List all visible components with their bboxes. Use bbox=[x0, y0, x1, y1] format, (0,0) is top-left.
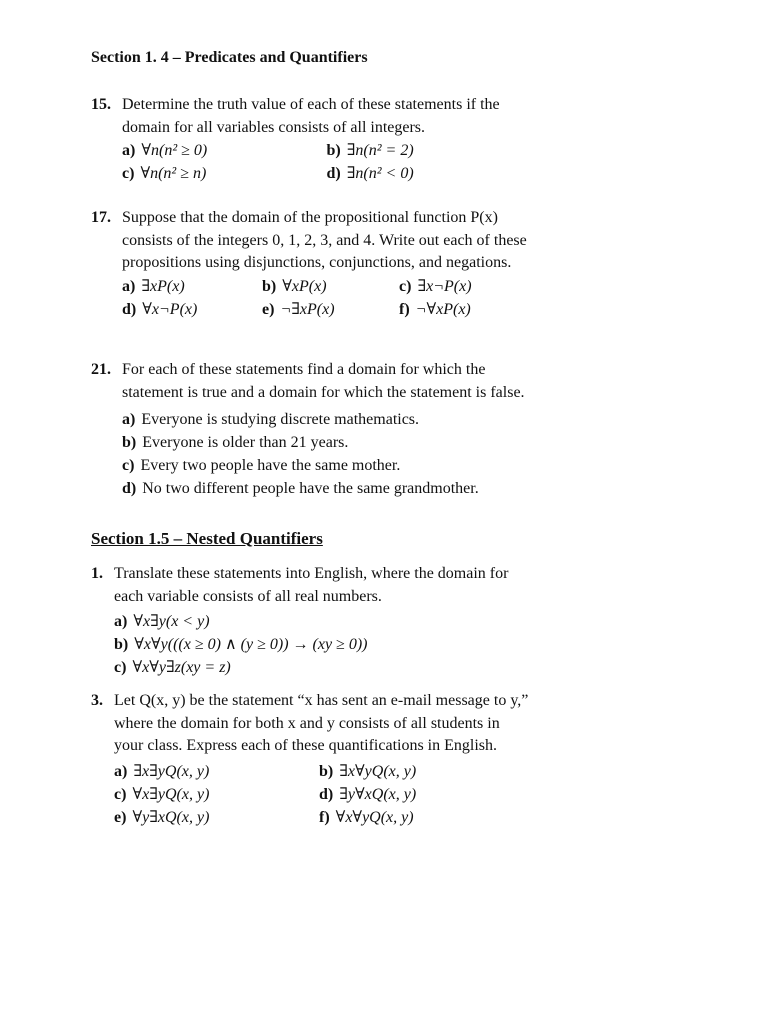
part-b: b) ∀x∀y(((x ≥ 0) ∧ (y ≥ 0)) → (xy ≥ 0)) bbox=[114, 636, 368, 653]
part-c: c) ∀x∃yQ(x, y) bbox=[114, 785, 210, 803]
problem-number: 21. bbox=[91, 361, 111, 378]
part-a: a) Everyone is studying discrete mathematics. bbox=[122, 411, 420, 428]
part-b: b) ∃x∀yQ(x, y) bbox=[319, 762, 417, 780]
problem-15 bbox=[91, 94, 531, 185]
part-e: e) ∀y∃xQ(x, y) bbox=[114, 808, 210, 826]
problem-21 bbox=[91, 359, 531, 500]
part-a: a) ∃xP(x) bbox=[122, 277, 185, 295]
problem-text: For each of these statements find a domain for which the statement is true and a domain for which the statement is false. bbox=[122, 361, 525, 401]
part-d: d) ∃n(n² < 0) bbox=[326, 165, 414, 182]
problem-text: Translate these statements into English, where the domain for each variable consists of all real numbers. bbox=[114, 565, 509, 605]
part-d: d) ∀x¬P(x) bbox=[122, 300, 198, 318]
part-b: b) ∀xP(x) bbox=[262, 277, 327, 295]
problem-number: 17. bbox=[91, 209, 111, 226]
part-a: a) ∀n(n² ≥ 0) bbox=[122, 142, 208, 159]
problem-text: Let Q(x, y) be the statement “x has sent an e-mail message to y,” where the domain for both x and y consists of all students in your class. Express each of these quantifications in English. bbox=[114, 692, 529, 754]
problem-number: 15. bbox=[91, 96, 111, 113]
part-a: a) ∀x∃y(x < y) bbox=[114, 613, 210, 630]
problem-number: 3. bbox=[91, 692, 103, 709]
part-c: c) ∃x¬P(x) bbox=[399, 277, 472, 295]
part-b: b) ∃n(n² = 2) bbox=[326, 142, 414, 159]
part-d: d) No two different people have the same grandmother. bbox=[122, 480, 479, 497]
part-a: a) ∃x∃yQ(x, y) bbox=[114, 762, 210, 780]
part-d: d) ∃y∀xQ(x, y) bbox=[319, 785, 417, 803]
part-c: c) Every two people have the same mother. bbox=[122, 457, 401, 474]
part-f: f) ∀x∀yQ(x, y) bbox=[319, 808, 414, 826]
problem-17 bbox=[91, 207, 531, 321]
problem-text: Determine the truth value of each of these statements if the domain for all variables consists of all integers. bbox=[122, 96, 500, 136]
section-title-predicates: Section 1. 4 – Predicates and Quantifiers bbox=[91, 49, 368, 66]
section-title-nested: Section 1.5 – Nested Quantifiers bbox=[91, 529, 323, 548]
part-e: e) ¬∃xP(x) bbox=[262, 300, 335, 318]
problem-text: Suppose that the domain of the propositional function P(x) consists of the integers 0, 1, 2, 3, and 4. Write out each of these propositions using disjunctions, conjunctions, and negations. bbox=[122, 209, 527, 271]
part-c: c) ∀n(n² ≥ n) bbox=[122, 165, 207, 182]
part-f: f) ¬∀xP(x) bbox=[399, 300, 471, 318]
problem-1 bbox=[91, 563, 531, 679]
problem-number: 1. bbox=[91, 565, 103, 582]
part-b: b) Everyone is older than 21 years. bbox=[122, 434, 349, 451]
part-c: c) ∀x∀y∃z(xy = z) bbox=[114, 659, 231, 676]
problem-3 bbox=[91, 690, 531, 829]
